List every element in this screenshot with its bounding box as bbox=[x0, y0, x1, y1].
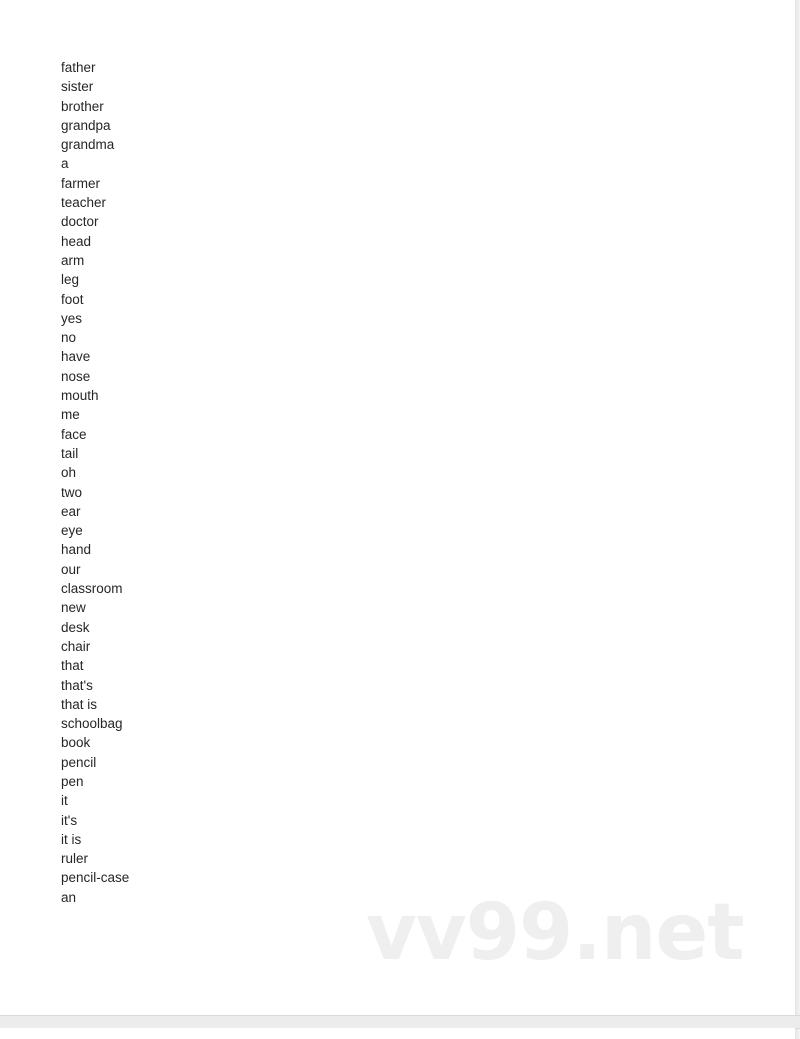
word-list-item: foot bbox=[61, 291, 84, 307]
word-list-item: face bbox=[61, 426, 87, 442]
word-list-item: no bbox=[61, 330, 77, 346]
word-list-item: that is bbox=[61, 696, 98, 712]
word-list-item: father bbox=[61, 60, 96, 75]
word-list-item: me bbox=[61, 407, 80, 423]
word-list-item: arm bbox=[61, 252, 85, 268]
word-list-item: leg bbox=[61, 272, 80, 288]
word-list-item: it bbox=[61, 793, 68, 809]
word-list-item: desk bbox=[61, 619, 90, 635]
word-list-item: nose bbox=[61, 368, 91, 384]
word-list-item: hand bbox=[61, 542, 92, 558]
word-list-item: yes bbox=[61, 310, 83, 326]
word-list-item: sister bbox=[61, 79, 94, 95]
word-list-item: tail bbox=[61, 445, 79, 461]
watermark: vv99.net bbox=[366, 888, 744, 978]
word-list-item: an bbox=[61, 889, 77, 905]
word-list-item: schoolbag bbox=[61, 716, 123, 732]
word-list-item: farmer bbox=[61, 175, 101, 191]
word-list-item: it's bbox=[61, 812, 78, 828]
word-list-item: eye bbox=[61, 523, 83, 539]
word-list-item: head bbox=[61, 233, 92, 249]
word-list-item: it is bbox=[61, 831, 82, 847]
word-list-item: new bbox=[61, 600, 86, 616]
word-list-item: book bbox=[61, 735, 91, 751]
word-list-item: a bbox=[61, 156, 69, 172]
word-list-item: pencil bbox=[61, 754, 97, 770]
word-list-item: that's bbox=[61, 677, 93, 693]
word-list-item: that bbox=[61, 658, 84, 674]
word-list-item: have bbox=[61, 349, 91, 365]
word-list-item: pen bbox=[61, 773, 84, 789]
word-list-item: ruler bbox=[61, 851, 89, 867]
page-separator bbox=[0, 1015, 800, 1029]
word-list-item: grandpa bbox=[61, 117, 111, 133]
word-list-item: classroom bbox=[61, 581, 123, 597]
word-list-item: ear bbox=[61, 503, 81, 519]
word-list-item: our bbox=[61, 561, 81, 577]
word-list-item: brother bbox=[61, 98, 104, 114]
word-list-item: teacher bbox=[61, 195, 107, 211]
word-list-item: two bbox=[61, 484, 83, 500]
word-list-item: chair bbox=[61, 638, 91, 654]
word-list-item: grandma bbox=[61, 137, 115, 153]
word-list-item: mouth bbox=[61, 388, 99, 404]
page-edge-shadow bbox=[795, 0, 800, 1039]
word-list-item: doctor bbox=[61, 214, 99, 230]
next-page-top bbox=[0, 1028, 795, 1039]
word-list bbox=[61, 58, 129, 907]
word-list-item: pencil-case bbox=[61, 870, 130, 886]
word-list-item: oh bbox=[61, 465, 77, 481]
